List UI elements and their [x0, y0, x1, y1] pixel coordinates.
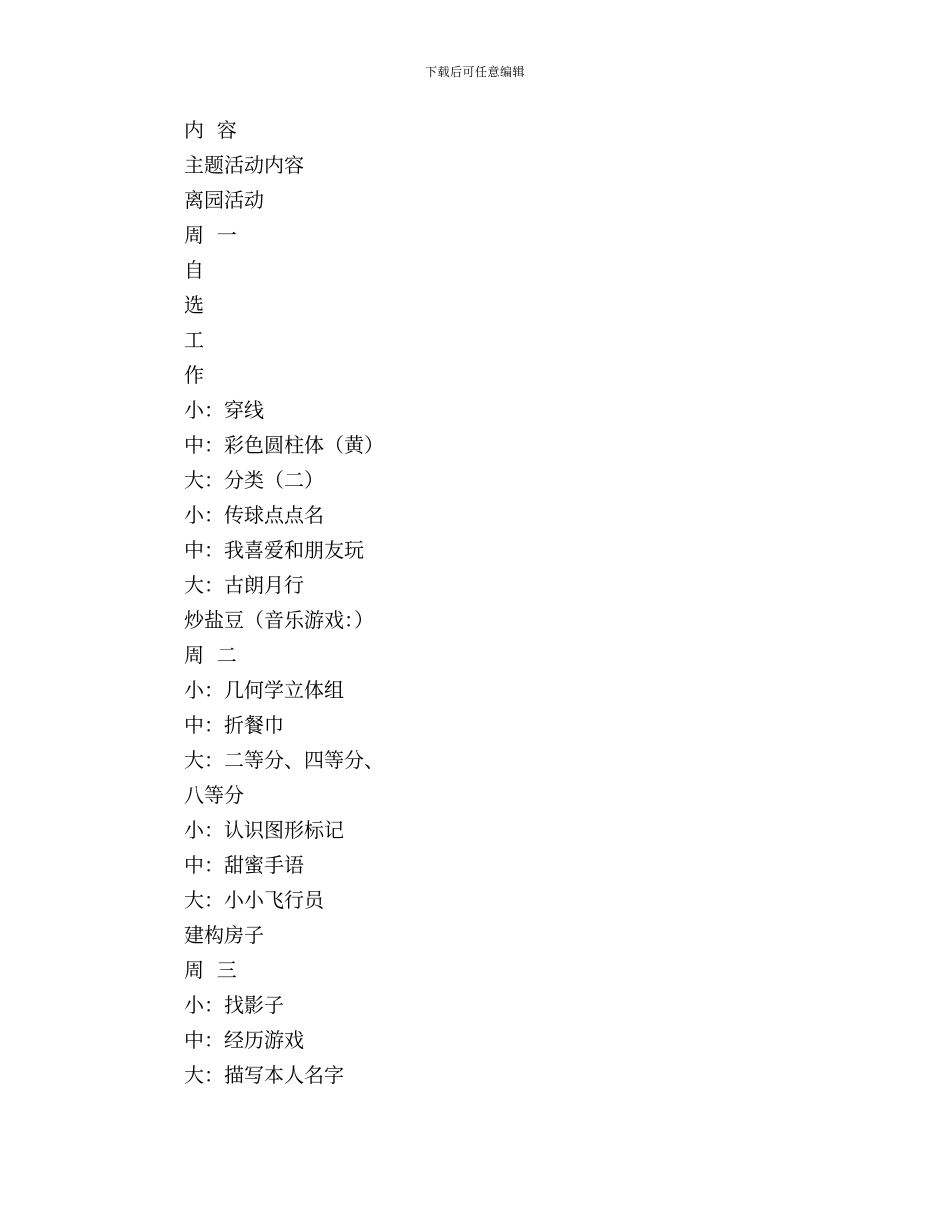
text-line: 周 二 — [184, 643, 237, 667]
text-line: 工 — [184, 328, 204, 352]
text-line: 离园活动 — [184, 188, 264, 212]
text-line: 小：几何学立体组 — [184, 678, 344, 702]
text-line: 周 三 — [184, 958, 237, 982]
text-line: 周 一 — [184, 223, 237, 247]
text-line: 小：穿线 — [184, 398, 264, 422]
text-line: 八等分 — [184, 783, 244, 807]
text-line: 中：甜蜜手语 — [184, 853, 304, 877]
text-line: 大：分类（二） — [184, 468, 324, 492]
text-line: 大：小小飞行员 — [184, 888, 324, 912]
text-line: 大：古朗月行 — [184, 573, 304, 597]
text-line: 炒盐豆（音乐游戏：） — [184, 608, 374, 632]
text-line: 建构房子 — [184, 923, 264, 947]
text-line: 自 — [184, 258, 204, 282]
text-line: 中：折餐巾 — [184, 713, 284, 737]
text-line: 大：描写本人名字 — [184, 1063, 344, 1087]
document-body — [184, 113, 784, 1093]
text-line: 作 — [184, 363, 204, 387]
text-line: 选 — [184, 293, 204, 317]
text-line: 主题活动内容 — [184, 153, 304, 177]
text-line: 中：我喜爱和朋友玩 — [184, 538, 364, 562]
text-line: 小：认识图形标记 — [184, 818, 344, 842]
text-line: 内 容 — [184, 118, 237, 142]
text-line: 中：经历游戏 — [184, 1028, 304, 1052]
text-line: 小：找影子 — [184, 993, 284, 1017]
text-line: 大：二等分、四等分、 — [184, 748, 384, 772]
text-line: 中：彩色圆柱体（黄） — [184, 433, 384, 457]
page-header: 下载后可任意编辑 — [424, 65, 525, 79]
text-line: 小：传球点点名 — [184, 503, 324, 527]
